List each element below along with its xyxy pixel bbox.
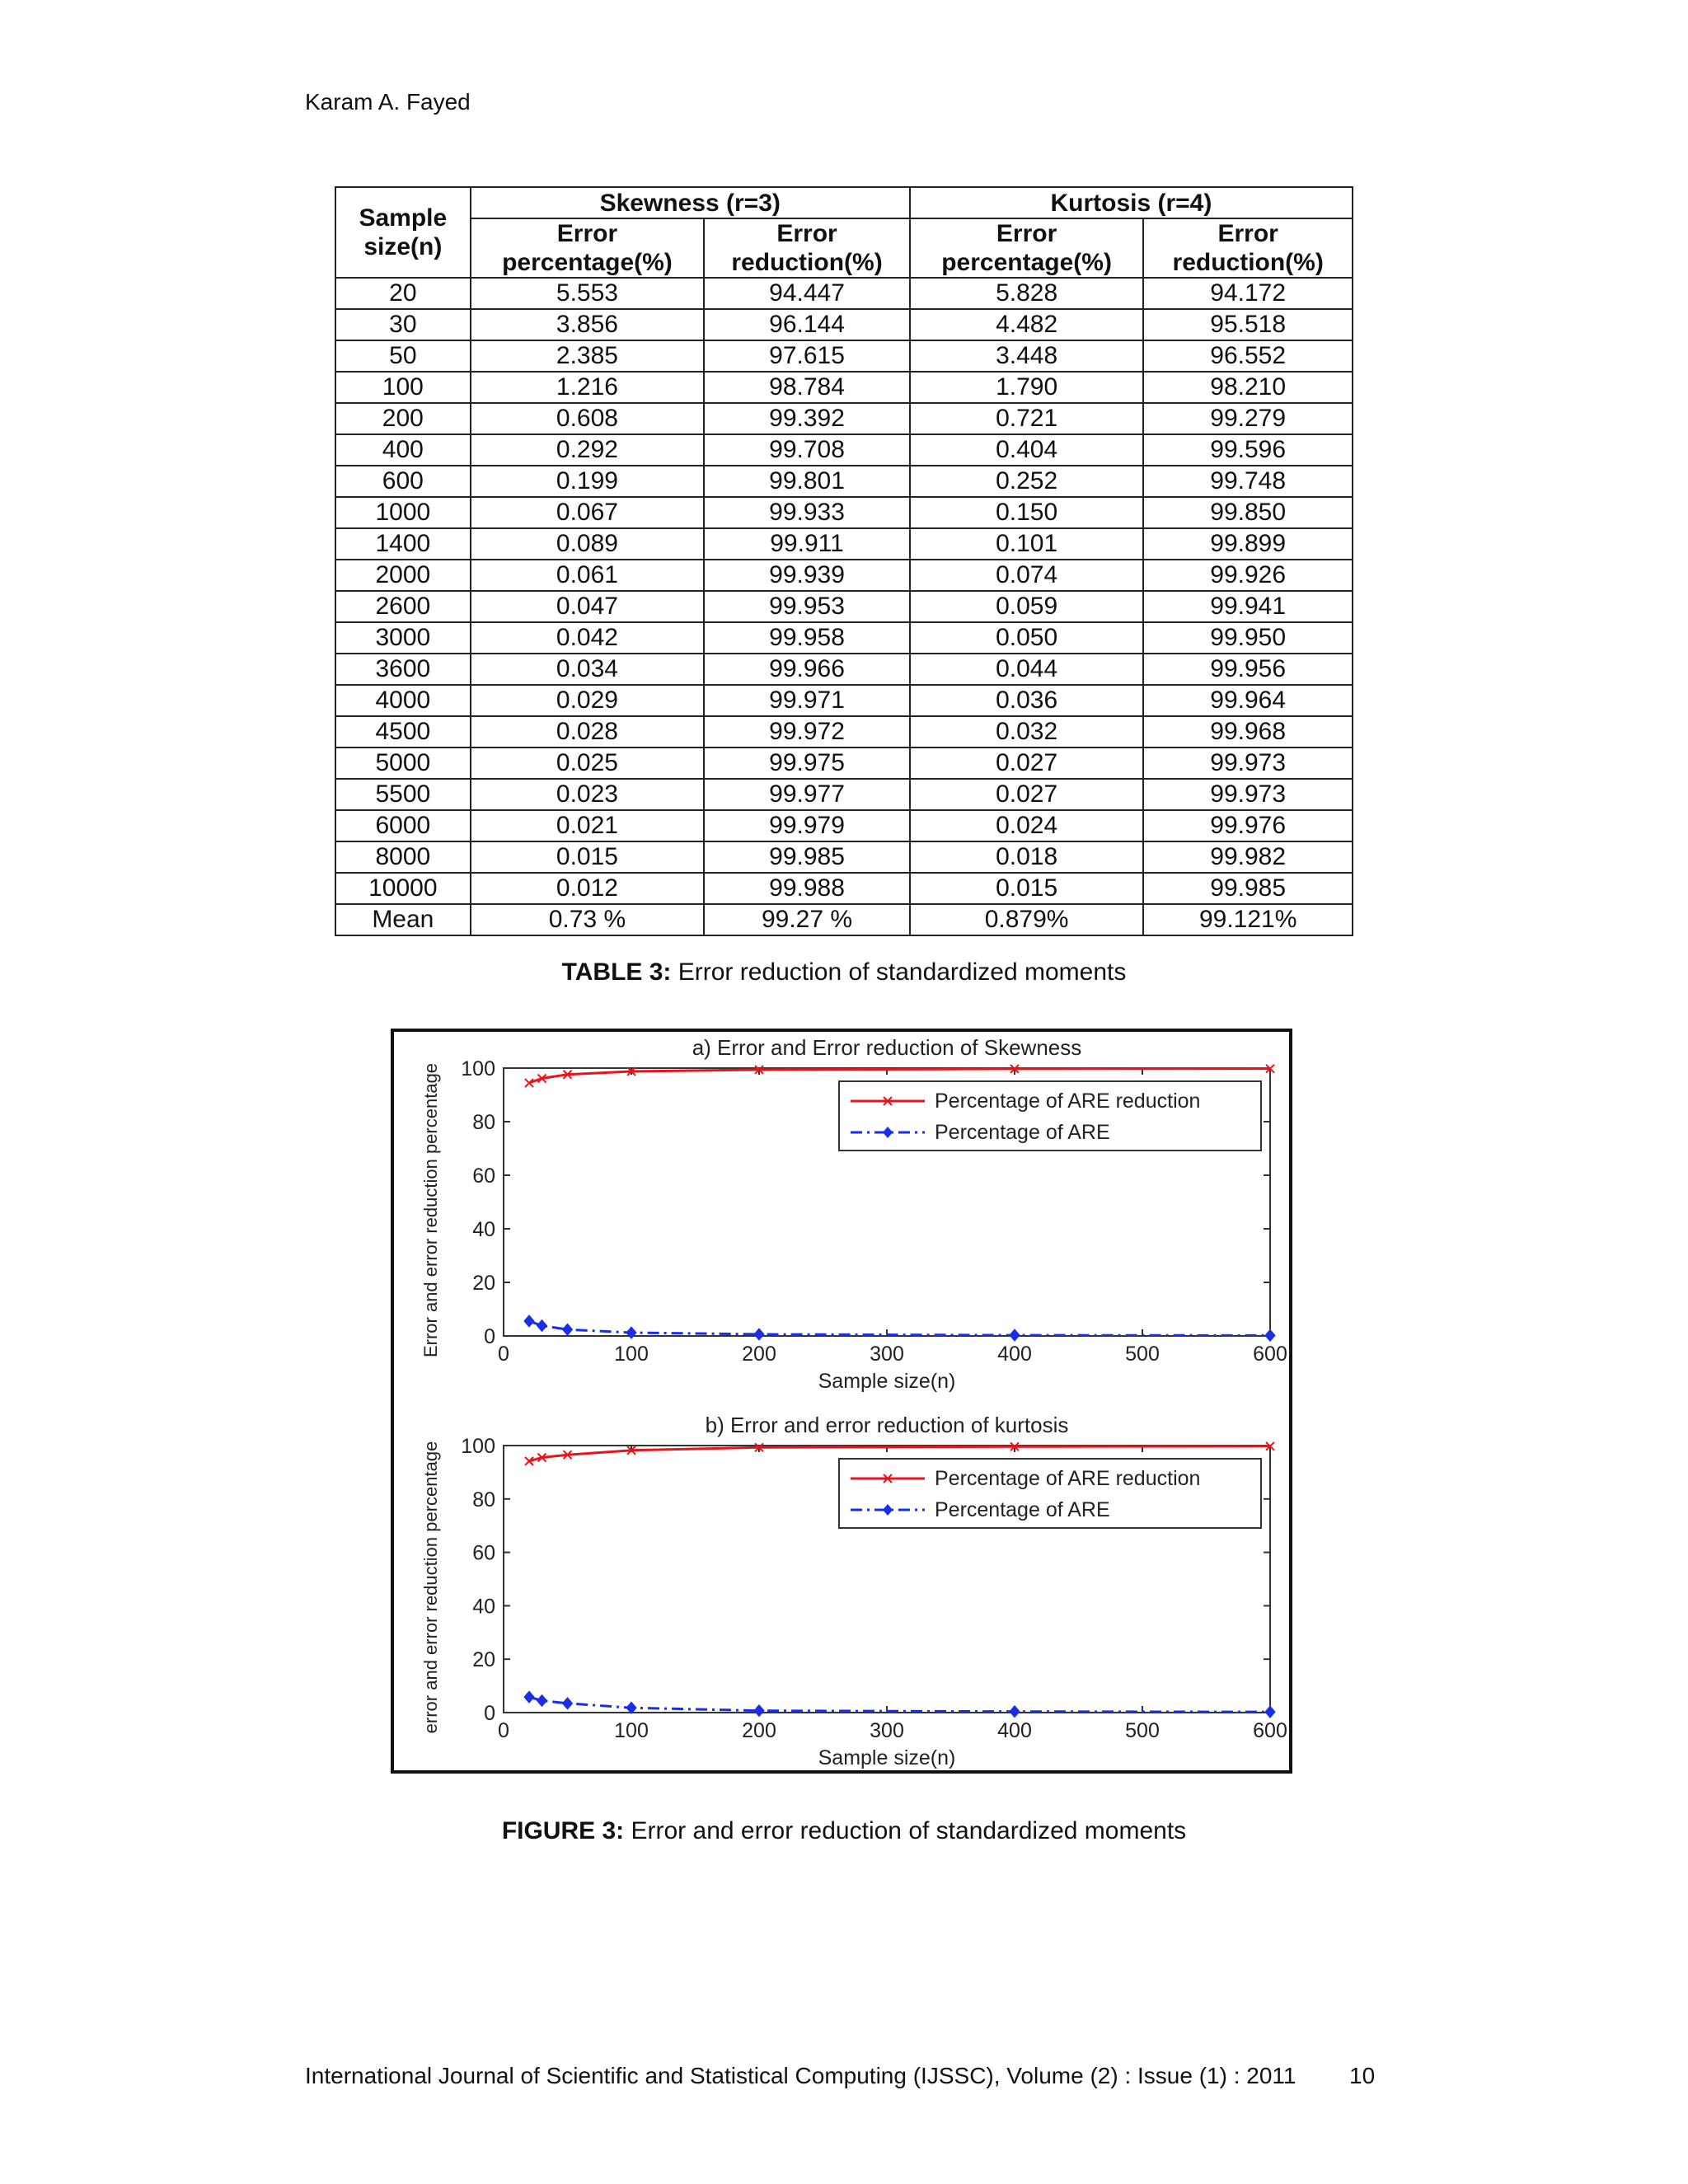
y-tick-label: 20	[472, 1272, 495, 1295]
figure-frame	[391, 1029, 1292, 1774]
cell-kurt-error-pct: 0.404	[910, 434, 1144, 466]
cell-kurt-error-red: 99.976	[1143, 810, 1353, 841]
cell-sample-size: 1400	[335, 528, 471, 560]
cell-skew-error-pct: 0.292	[471, 434, 705, 466]
col-header-skew-error-pct: Error percentage(%)	[471, 218, 705, 278]
cell-skew-error-red: 99.708	[704, 434, 910, 466]
cell-sample-size: 3000	[335, 622, 471, 654]
x-tick-label: 400	[997, 1343, 1032, 1366]
table-caption	[0, 958, 1688, 987]
cell-skew-error-red: 99.911	[704, 528, 910, 560]
cell-kurt-error-red: 99.950	[1143, 622, 1353, 654]
cell-kurt-error-pct: 0.879%	[910, 904, 1144, 935]
y-tick-label: 60	[472, 1541, 495, 1565]
y-tick-label: 20	[472, 1648, 495, 1672]
table-row	[335, 372, 1353, 403]
y-tick-label: 80	[472, 1488, 495, 1511]
cell-skew-error-red: 97.615	[704, 340, 910, 372]
cell-kurt-error-pct: 0.050	[910, 622, 1144, 654]
cell-skew-error-red: 99.933	[704, 497, 910, 528]
cell-skew-error-red: 98.784	[704, 372, 910, 403]
y-tick-label: 100	[461, 1435, 495, 1458]
table-row	[335, 716, 1353, 748]
table-row	[335, 622, 1353, 654]
cell-kurt-error-pct: 0.024	[910, 810, 1144, 841]
running-head-author: Karam A. Fayed	[305, 89, 471, 115]
cell-sample-size: 2000	[335, 560, 471, 591]
cell-sample-size: 200	[335, 403, 471, 434]
x-axis-label: Sample size(n)	[818, 1746, 956, 1769]
cell-kurt-error-pct: 0.015	[910, 873, 1144, 904]
cell-skew-error-red: 99.27 %	[704, 904, 910, 935]
cell-kurt-error-pct: 5.828	[910, 278, 1144, 309]
page-number: 10	[1349, 2063, 1376, 2088]
table-row	[335, 748, 1353, 779]
figure-caption-text: Error and error reduction of standardized moments	[624, 1817, 1187, 1844]
cell-sample-size: Mean	[335, 904, 471, 935]
cell-kurt-error-pct: 0.074	[910, 560, 1144, 591]
cell-skew-error-red: 99.979	[704, 810, 910, 841]
cell-skew-error-pct: 2.385	[471, 340, 705, 372]
table-body	[335, 278, 1353, 935]
y-tick-label: 100	[461, 1057, 495, 1080]
x-tick-label: 200	[742, 1343, 776, 1366]
cell-sample-size: 50	[335, 340, 471, 372]
cell-kurt-error-red: 94.172	[1143, 278, 1353, 309]
x-tick-label: 0	[498, 1343, 509, 1366]
cell-sample-size: 4500	[335, 716, 471, 748]
legend-label: Percentage of ARE	[935, 1121, 1110, 1144]
group-header-kurtosis: Kurtosis (r=4)	[910, 187, 1353, 218]
cell-sample-size: 30	[335, 309, 471, 340]
cell-kurt-error-pct: 0.027	[910, 779, 1144, 810]
cell-skew-error-red: 99.392	[704, 403, 910, 434]
col-header-kurt-error-pct: Error percentage(%)	[910, 218, 1144, 278]
col-header-sample-size: Sample size(n)	[335, 187, 471, 278]
table-row	[335, 904, 1353, 935]
table-row	[335, 591, 1353, 622]
cell-skew-error-pct: 0.608	[471, 403, 705, 434]
cell-kurt-error-pct: 4.482	[910, 309, 1144, 340]
footer-journal: International Journal of Scientific and Statistical Computing (IJSSC), Volume (2) : Issue (1) : 2011	[305, 2063, 1296, 2088]
cell-sample-size: 600	[335, 466, 471, 497]
y-tick-label: 40	[472, 1595, 495, 1619]
table-head	[335, 187, 1353, 278]
x-tick-label: 600	[1253, 1343, 1287, 1366]
cell-skew-error-red: 99.939	[704, 560, 910, 591]
cell-skew-error-pct: 0.023	[471, 779, 705, 810]
x-tick-label: 300	[870, 1719, 904, 1742]
cell-skew-error-red: 99.972	[704, 716, 910, 748]
legend-label: Percentage of ARE	[935, 1498, 1110, 1521]
cell-kurt-error-red: 99.121%	[1143, 904, 1353, 935]
x-tick-label: 300	[870, 1343, 904, 1366]
cell-kurt-error-pct: 0.036	[910, 685, 1144, 716]
cell-skew-error-red: 99.985	[704, 841, 910, 873]
cell-skew-error-pct: 0.034	[471, 654, 705, 685]
data-point-error	[1010, 1329, 1020, 1341]
cell-kurt-error-pct: 3.448	[910, 340, 1144, 372]
col-header-skew-error-red: Error reduction(%)	[704, 218, 910, 278]
x-tick-label: 100	[614, 1343, 649, 1366]
x-tick-label: 100	[614, 1719, 649, 1742]
table-row	[335, 528, 1353, 560]
cell-kurt-error-red: 99.973	[1143, 748, 1353, 779]
cell-skew-error-pct: 3.856	[471, 309, 705, 340]
table-row	[335, 309, 1353, 340]
cell-sample-size: 100	[335, 372, 471, 403]
y-axis-label: error and error reduction percentage	[420, 1441, 441, 1734]
cell-skew-error-red: 99.958	[704, 622, 910, 654]
x-axis-label: Sample size(n)	[818, 1370, 956, 1393]
table-row	[335, 560, 1353, 591]
cell-skew-error-pct: 0.012	[471, 873, 705, 904]
cell-sample-size: 1000	[335, 497, 471, 528]
cell-skew-error-red: 94.447	[704, 278, 910, 309]
cell-kurt-error-red: 99.279	[1143, 403, 1353, 434]
x-tick-label: 600	[1253, 1719, 1287, 1742]
cell-kurt-error-red: 95.518	[1143, 309, 1353, 340]
y-tick-label: 40	[472, 1218, 495, 1241]
cell-kurt-error-pct: 0.018	[910, 841, 1144, 873]
cell-sample-size: 20	[335, 278, 471, 309]
table-row	[335, 403, 1353, 434]
chart-title: b) Error and error reduction of kurtosis	[705, 1413, 1069, 1437]
cell-skew-error-pct: 0.028	[471, 716, 705, 748]
cell-skew-error-pct: 0.015	[471, 841, 705, 873]
table-row	[335, 654, 1353, 685]
cell-kurt-error-pct: 0.044	[910, 654, 1144, 685]
cell-skew-error-pct: 5.553	[471, 278, 705, 309]
cell-kurt-error-red: 99.968	[1143, 716, 1353, 748]
cell-sample-size: 5000	[335, 748, 471, 779]
table-row	[335, 278, 1353, 309]
cell-kurt-error-pct: 0.252	[910, 466, 1144, 497]
cell-skew-error-pct: 0.061	[471, 560, 705, 591]
table-caption-text: Error reduction of standardized moments	[671, 958, 1127, 986]
table-row	[335, 685, 1353, 716]
cell-kurt-error-red: 99.748	[1143, 466, 1353, 497]
y-axis-label: Error and error reduction percentage	[420, 1062, 441, 1358]
legend-label: Percentage of ARE reduction	[935, 1467, 1201, 1490]
table-row	[335, 779, 1353, 810]
col-header-kurt-error-red: Error reduction(%)	[1143, 218, 1353, 278]
cell-skew-error-pct: 1.216	[471, 372, 705, 403]
data-point-error	[1265, 1329, 1275, 1341]
chart-panel-kurtosis	[420, 1413, 1287, 1769]
table-row	[335, 466, 1353, 497]
data-point-error	[754, 1705, 764, 1717]
y-tick-label: 0	[484, 1702, 495, 1725]
chart-title: a) Error and Error reduction of Skewness	[692, 1035, 1082, 1060]
cell-skew-error-pct: 0.199	[471, 466, 705, 497]
cell-kurt-error-red: 99.964	[1143, 685, 1353, 716]
data-point-error	[524, 1315, 534, 1327]
cell-sample-size: 5500	[335, 779, 471, 810]
cell-kurt-error-red: 99.596	[1143, 434, 1353, 466]
y-tick-label: 0	[484, 1325, 495, 1348]
cell-skew-error-red: 99.977	[704, 779, 910, 810]
data-point-error	[1010, 1706, 1020, 1718]
cell-sample-size: 10000	[335, 873, 471, 904]
cell-kurt-error-pct: 0.059	[910, 591, 1144, 622]
cell-skew-error-red: 99.975	[704, 748, 910, 779]
cell-kurt-error-red: 98.210	[1143, 372, 1353, 403]
x-tick-label: 500	[1125, 1719, 1160, 1742]
table-row	[335, 873, 1353, 904]
legend-label: Percentage of ARE reduction	[935, 1090, 1201, 1113]
cell-skew-error-red: 99.801	[704, 466, 910, 497]
cell-kurt-error-pct: 0.150	[910, 497, 1144, 528]
figure-caption	[0, 1817, 1688, 1845]
cell-skew-error-pct: 0.025	[471, 748, 705, 779]
figure-caption-label: FIGURE 3:	[501, 1817, 625, 1844]
x-tick-label: 400	[997, 1719, 1032, 1742]
cell-kurt-error-red: 99.926	[1143, 560, 1353, 591]
cell-kurt-error-pct: 1.790	[910, 372, 1144, 403]
data-point-error	[754, 1329, 764, 1340]
cell-sample-size: 3600	[335, 654, 471, 685]
cell-kurt-error-red: 99.941	[1143, 591, 1353, 622]
moments-table	[335, 186, 1353, 936]
data-point-error	[524, 1691, 534, 1703]
series-line-error	[529, 1697, 1270, 1712]
cell-sample-size: 400	[335, 434, 471, 466]
cell-skew-error-pct: 0.047	[471, 591, 705, 622]
cell-kurt-error-red: 99.982	[1143, 841, 1353, 873]
x-tick-label: 200	[742, 1719, 776, 1742]
x-tick-label: 500	[1125, 1343, 1160, 1366]
cell-kurt-error-red: 99.850	[1143, 497, 1353, 528]
cell-kurt-error-red: 99.973	[1143, 779, 1353, 810]
cell-skew-error-pct: 0.042	[471, 622, 705, 654]
cell-kurt-error-pct: 0.101	[910, 528, 1144, 560]
data-point-error	[537, 1694, 547, 1706]
table-row	[335, 340, 1353, 372]
cell-sample-size: 8000	[335, 841, 471, 873]
cell-kurt-error-red: 99.899	[1143, 528, 1353, 560]
cell-kurt-error-pct: 0.027	[910, 748, 1144, 779]
chart-panel-skewness	[420, 1035, 1287, 1393]
table-row	[335, 810, 1353, 841]
cell-kurt-error-red: 99.985	[1143, 873, 1353, 904]
data-point-error	[563, 1324, 573, 1335]
table-row	[335, 497, 1353, 528]
cell-skew-error-pct: 0.089	[471, 528, 705, 560]
group-header-skewness: Skewness (r=3)	[471, 187, 910, 218]
x-tick-label: 0	[498, 1719, 509, 1742]
cell-skew-error-red: 99.953	[704, 591, 910, 622]
cell-skew-error-pct: 0.067	[471, 497, 705, 528]
cell-skew-error-red: 99.988	[704, 873, 910, 904]
cell-sample-size: 4000	[335, 685, 471, 716]
y-tick-label: 60	[472, 1165, 495, 1188]
cell-kurt-error-red: 99.956	[1143, 654, 1353, 685]
table-caption-label: TABLE 3:	[561, 958, 672, 986]
table-row	[335, 841, 1353, 873]
cell-kurt-error-pct: 0.721	[910, 403, 1144, 434]
cell-kurt-error-pct: 0.032	[910, 716, 1144, 748]
cell-skew-error-pct: 0.73 %	[471, 904, 705, 935]
data-point-error	[1265, 1706, 1275, 1718]
data-point-error	[563, 1698, 573, 1709]
cell-skew-error-pct: 0.029	[471, 685, 705, 716]
y-tick-label: 80	[472, 1111, 495, 1134]
cell-skew-error-pct: 0.021	[471, 810, 705, 841]
figure-charts	[394, 1032, 1289, 1770]
cell-sample-size: 2600	[335, 591, 471, 622]
table-row	[335, 434, 1353, 466]
series-line-error	[529, 1321, 1270, 1335]
cell-skew-error-red: 99.971	[704, 685, 910, 716]
data-point-error	[537, 1319, 547, 1331]
cell-skew-error-red: 96.144	[704, 309, 910, 340]
cell-sample-size: 6000	[335, 810, 471, 841]
cell-kurt-error-red: 96.552	[1143, 340, 1353, 372]
cell-skew-error-red: 99.966	[704, 654, 910, 685]
